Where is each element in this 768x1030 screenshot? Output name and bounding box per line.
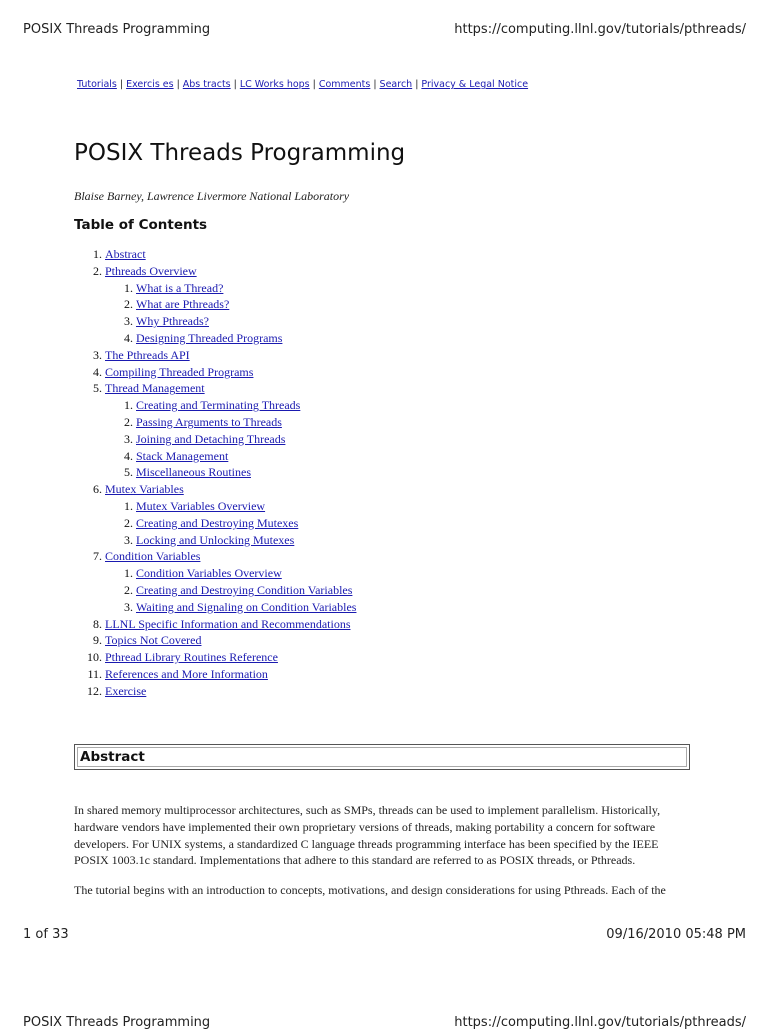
toc-link[interactable]: Pthreads Overview <box>105 263 197 278</box>
next-header-url: https://computing.llnl.gov/tutorials/pthreads/ <box>454 1015 746 1030</box>
toc-sublink[interactable]: Why Pthreads? <box>136 314 209 329</box>
toc-item <box>105 632 356 649</box>
toc-subitem <box>136 532 356 549</box>
toc-sublist <box>105 397 356 481</box>
author-line: Blaise Barney, Lawrence Livermore National Laboratory <box>74 189 350 203</box>
toc-heading: Table of Contents <box>74 217 208 233</box>
nav-link-exercises[interactable]: Exercis es <box>126 79 174 90</box>
nav-link-tutorials[interactable]: Tutorials <box>77 79 117 90</box>
toc-subitem <box>136 565 356 582</box>
nav-link-abstracts[interactable]: Abs tracts <box>182 79 231 90</box>
print-header <box>23 22 746 37</box>
toc-sublink[interactable]: Stack Management <box>136 448 229 463</box>
next-header-title: POSIX Threads Programming <box>23 1015 211 1030</box>
abstract-section-header <box>74 744 690 770</box>
toc-link[interactable]: Abstract <box>105 247 146 261</box>
top-navigation: Tutorials | Exercis es | Abs tracts | LC Works hops | Comments | Search | Privacy & Legal Notice <box>77 79 529 90</box>
toc-item <box>105 649 356 666</box>
toc-subitem <box>136 464 356 481</box>
toc-item <box>105 548 356 615</box>
toc-subitem <box>136 313 356 330</box>
toc-sublist <box>105 565 356 615</box>
toc-subitem <box>136 599 356 616</box>
page-count: 1 of 33 <box>23 927 69 942</box>
toc-sublink[interactable]: Miscellaneous Routines <box>136 465 251 480</box>
toc-link[interactable]: Mutex Variables <box>105 482 184 497</box>
toc-link[interactable]: Exercise <box>105 683 147 698</box>
toc-item <box>105 246 356 263</box>
toc-subitem <box>136 498 356 515</box>
toc-list <box>74 246 356 700</box>
abstract-paragraph-1: In shared memory multiprocessor architectures, such as SMPs, threads can be used to implement parallelism. Historically, hardware vendors have implemented their own proprietary versions of threads, making portability a concern for software developers. For UNIX systems, a standardized C language threads programming interface has been specified by the IEEE POSIX 1003.1c standard. Implementations that adhere to this standard are referred to as POSIX threads, or Pthreads. <box>74 803 661 868</box>
abstract-paragraph-2: The tutorial begins with an introduction to concepts, motivations, and design considerations for using Pthreads. Each of the <box>74 883 666 897</box>
print-header-url: https://computing.llnl.gov/tutorials/pthreads/ <box>454 22 746 37</box>
toc-sublink[interactable]: Waiting and Signaling on Condition Variables <box>136 599 357 614</box>
print-header-title: POSIX Threads Programming <box>23 22 211 37</box>
toc-item <box>105 347 356 364</box>
nav-link-lc-workshops[interactable]: LC Works hops <box>239 79 310 90</box>
toc-sublink[interactable]: Passing Arguments to Threads <box>136 414 282 429</box>
toc-sublink[interactable]: Condition Variables Overview <box>136 566 282 581</box>
toc-link[interactable]: Condition Variables <box>105 549 201 564</box>
toc-sublink[interactable]: What is a Thread? <box>136 280 224 295</box>
toc-subitem <box>136 330 356 347</box>
toc-sublink[interactable]: Creating and Destroying Condition Variables <box>136 582 353 597</box>
toc-link[interactable]: LLNL Specific Information and Recommendations <box>105 616 351 631</box>
abstract-header-inner-border <box>77 747 687 767</box>
table-of-contents <box>74 246 356 700</box>
toc-item <box>105 364 356 381</box>
toc-subitem <box>136 414 356 431</box>
next-page-header <box>23 1015 746 1030</box>
toc-sublist <box>105 280 356 347</box>
toc-subitem <box>136 397 356 414</box>
nav-link-search[interactable]: Search <box>379 79 413 90</box>
toc-item <box>105 683 356 700</box>
print-footer <box>23 927 746 942</box>
toc-sublink[interactable]: Locking and Unlocking Mutexes <box>136 532 295 547</box>
toc-sublist <box>105 498 356 548</box>
toc-item <box>105 481 356 548</box>
toc-link[interactable]: Topics Not Covered <box>105 633 202 648</box>
toc-subitem <box>136 515 356 532</box>
toc-sublink[interactable]: Joining and Detaching Threads <box>136 431 286 446</box>
nav-link-comments[interactable]: Comments <box>318 79 371 90</box>
toc-sublink[interactable]: Creating and Destroying Mutexes <box>136 515 299 530</box>
toc-link[interactable]: References and More Information <box>105 666 268 681</box>
toc-sublink[interactable]: Creating and Terminating Threads <box>136 398 301 413</box>
toc-subitem <box>136 296 356 313</box>
toc-subitem <box>136 431 356 448</box>
toc-link[interactable]: Compiling Threaded Programs <box>105 364 254 379</box>
toc-subitem <box>136 448 356 465</box>
page-title: POSIX Threads Programming <box>74 140 406 166</box>
toc-link[interactable]: Pthread Library Routines Reference <box>105 650 278 665</box>
toc-link[interactable]: The Pthreads API <box>105 347 190 362</box>
toc-item <box>105 263 356 347</box>
nav-link-privacy-legal[interactable]: Privacy & Legal Notice <box>421 79 529 90</box>
toc-link[interactable]: Thread Management <box>105 381 205 396</box>
toc-subitem <box>136 280 356 297</box>
toc-item <box>105 616 356 633</box>
print-datetime: 09/16/2010 05:48 PM <box>606 927 746 942</box>
abstract-heading: Abstract <box>80 749 145 765</box>
toc-item <box>105 380 356 481</box>
toc-subitem <box>136 582 356 599</box>
toc-sublink[interactable]: What are Pthreads? <box>136 297 230 312</box>
toc-item <box>105 666 356 683</box>
toc-sublink[interactable]: Mutex Variables Overview <box>136 498 266 513</box>
toc-sublink[interactable]: Designing Threaded Programs <box>136 330 283 345</box>
